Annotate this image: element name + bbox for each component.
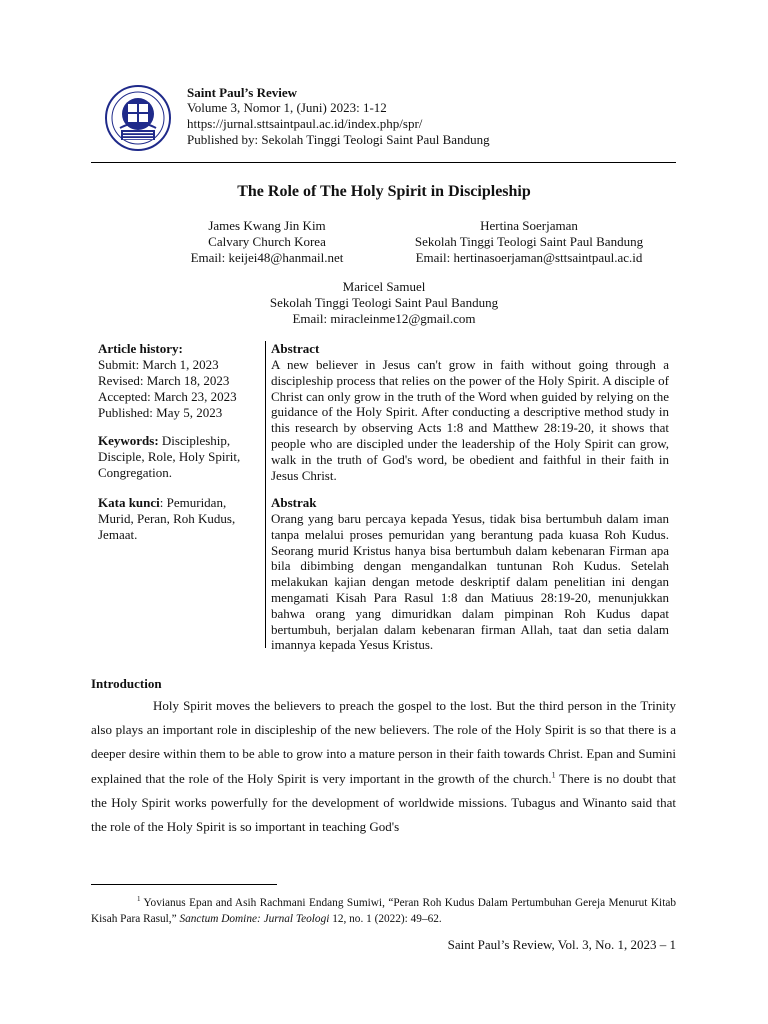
abstrak-heading: Abstrak bbox=[271, 495, 317, 510]
author-name: Hertina Soerjaman bbox=[480, 218, 578, 233]
author-email[interactable]: Email: miracleinme12@gmail.com bbox=[292, 311, 476, 326]
keywords-heading: Keywords: bbox=[98, 433, 159, 448]
header-rule bbox=[91, 162, 676, 163]
revised-date: Revised: March 18, 2023 bbox=[98, 373, 230, 388]
author-affiliation: Sekolah Tinggi Teologi Saint Paul Bandung bbox=[269, 295, 499, 310]
journal-name: Saint Paul’s Review bbox=[187, 85, 298, 100]
author-affiliation: Calvary Church Korea bbox=[208, 234, 326, 249]
abstract-text: A new believer in Jesus can't grow in faith without going through a discipleship process that relies on the power of the Holy Spirit. A disciple of Christ can only grow in the truth of the Word when guided by relying on the guidance of the Holy Spirit. After conducting a descriptive method study in this research by observing Acts 1:8 and Matthew 28:19-20, it shows that people who are discipled under the leadership of the Holy Spirit can grow, walk in the truth of God's word, be obedient and faithful in their faith in Jesus Christ. bbox=[271, 357, 669, 483]
author-name: Maricel Samuel bbox=[342, 279, 426, 294]
footnote-rule bbox=[91, 884, 277, 885]
kata-kunci bbox=[98, 495, 258, 543]
author-affiliation: Sekolah Tinggi Teologi Saint Paul Bandung bbox=[414, 234, 644, 249]
keywords bbox=[98, 433, 260, 481]
published-date: Published: May 5, 2023 bbox=[98, 405, 223, 420]
author-name: James Kwang Jin Kim bbox=[208, 218, 326, 233]
intro-text-b: There is no doubt that the Holy Spirit works powerfully for the development of worldwide missions. Tubagus and Winanto said that the role of the Holy Spirit is so important in teaching God's bbox=[91, 770, 676, 835]
page-footer: Saint Paul’s Review, Vol. 3, No. 1, 2023 – 1 bbox=[447, 937, 676, 952]
author-email[interactable]: Email: keijei48@hanmail.net bbox=[190, 250, 344, 265]
author-email[interactable]: Email: hertinasoerjaman@sttsaintpaul.ac.id bbox=[415, 250, 643, 265]
intro-text-a: Holy Spirit moves the believers to preach the gospel to the lost. But the third person in the Trinity also plays an important role in discipleship of the new believers. The role of the Holy Spirit is so that there is a deeper desire within them to be able to grow into a mature person in their faith towards Christ. Epan and Sumini explained that the role of the Holy Spirit is very important in the growth of the church. bbox=[91, 698, 676, 786]
submit-date: Submit: March 1, 2023 bbox=[98, 357, 219, 372]
body-paragraph bbox=[91, 694, 676, 839]
journal-volume: Volume 3, Nomor 1, (Juni) 2023: 1-12 bbox=[187, 100, 387, 115]
journal-url[interactable]: https://jurnal.sttsaintpaul.ac.id/index.php/spr/ bbox=[187, 116, 423, 131]
section-heading: Introduction bbox=[91, 676, 162, 691]
footnote-journal: Sanctum Domine: Jurnal Teologi bbox=[179, 912, 330, 925]
journal-publisher: Published by: Sekolah Tinggi Teologi Saint Paul Bandung bbox=[187, 132, 490, 147]
journal-logo bbox=[104, 84, 172, 152]
footnote bbox=[91, 891, 676, 927]
footnote-ref[interactable]: 1 bbox=[551, 770, 556, 780]
abstrak-text: Orang yang baru percaya kepada Yesus, tidak bisa bertumbuh dalam iman tanpa melalui proses pemuridan yang berantung pada kuasa Roh Kudus. Seorang murid Kristus hanya bisa bertumbuh dalam kebenaran Firman apa bila dibimbing dengan mengandalkan tuntunan Roh Kudus. Setelah melakukan kajian dengan metode deskriptif dalam penelitian ini dengan mengamati Kisah Para Rasul 1:8 dan Matiuus 28:19-20, menunjukkan bahwa orang yang dimuridkan dalam pimpinan Roh Kudus dapat bertumbuh, berjalan dalam kebenaran firman Allah, taat dan setia dalam imannya kepada Yesus Kristus. bbox=[271, 511, 669, 653]
column-divider bbox=[265, 341, 266, 648]
kata-kunci-text: : Pemuridan, Murid, Peran, Roh Kudus, Jemaat. bbox=[98, 495, 236, 542]
article-history-heading: Article history: bbox=[98, 341, 183, 356]
article-history bbox=[98, 341, 263, 421]
abstract-heading: Abstract bbox=[271, 341, 320, 356]
kata-kunci-heading: Kata kunci bbox=[98, 495, 160, 510]
accepted-date: Accepted: March 23, 2023 bbox=[98, 389, 237, 404]
footnote-number: 1 bbox=[137, 895, 141, 903]
author-block bbox=[385, 218, 673, 266]
footnote-text-a: Yovianus Epan and Asih Rachmani Endang Sumiwi, “Peran Roh Kudus Dalam Pertumbuhan Gereja Menurut Kitab Kisah Para Rasul,” bbox=[91, 896, 676, 925]
footnote-text-b: 12, no. 1 (2022): 49–62. bbox=[329, 912, 442, 925]
author-block bbox=[137, 218, 397, 266]
abstrak bbox=[271, 495, 669, 653]
author-block bbox=[0, 279, 768, 327]
abstract bbox=[271, 341, 669, 483]
keywords-text: Discipleship, Disciple, Role, Holy Spirit, Congregation. bbox=[98, 433, 241, 480]
article-title: The Role of The Holy Spirit in Discipleship bbox=[237, 183, 531, 200]
